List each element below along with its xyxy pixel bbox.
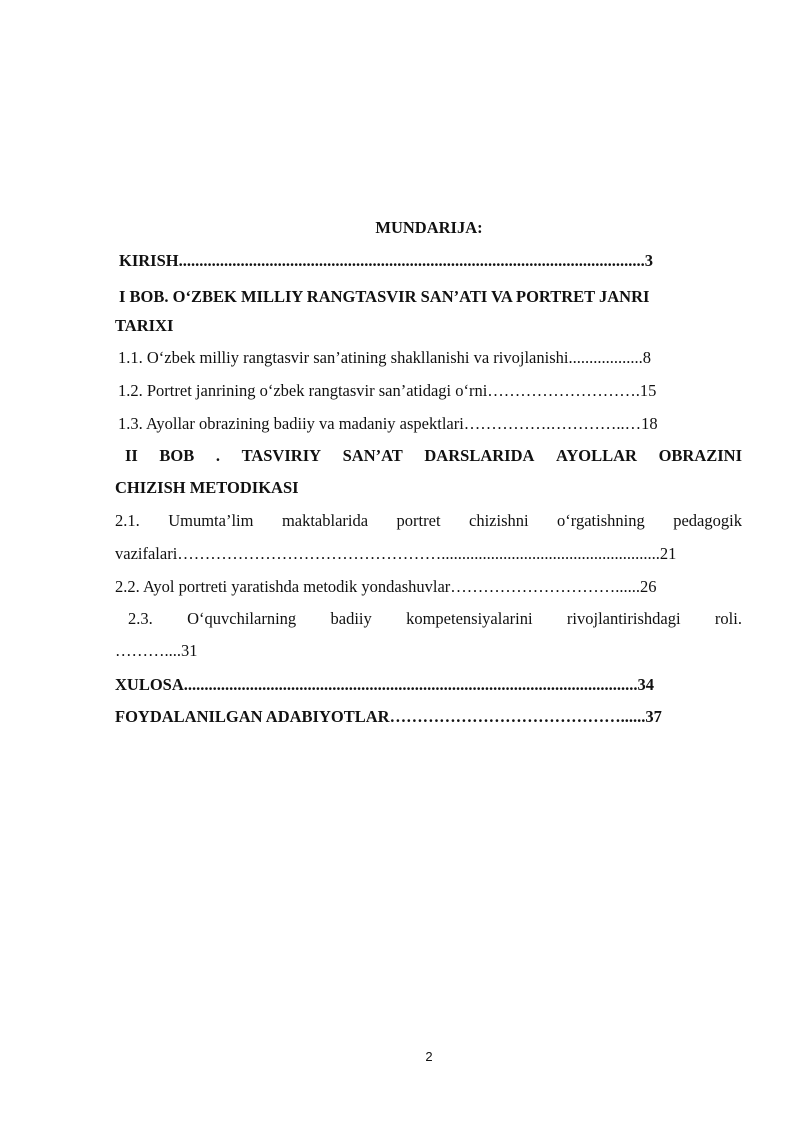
toc-entry-2-3-cont: ………....31 [115, 641, 198, 660]
toc-word: OBRAZINI [658, 446, 742, 465]
toc-word: O‘quvchilarning [187, 609, 297, 628]
toc-word: BOB [159, 446, 195, 465]
toc-word: . [215, 446, 220, 465]
toc-word: DARSLARIDA [424, 446, 535, 465]
toc-word: kompetensiyalarini [406, 609, 533, 628]
toc-entry-1-2: 1.2. Portret janrining o‘zbek rangtasvir san’atidagi o‘rni……………………….15 [118, 381, 657, 400]
toc-chapter-2-heading [125, 445, 742, 467]
toc-word: chizishni [469, 511, 529, 530]
toc-entry-2-2: 2.2. Ayol portreti yaratishda metodik yondashuvlar…………………………......26 [115, 577, 657, 596]
toc-title: MUNDARIJA: [375, 218, 483, 237]
toc-word: SAN’AT [342, 446, 403, 465]
toc-entry-2-3 [128, 608, 742, 630]
toc-word: pedagogik [673, 511, 742, 530]
toc-chapter-1-heading: I BOB. O‘ZBEK MILLIY RANGTASVIR SAN’ATI VA PORTRET JANRI [119, 287, 650, 306]
toc-word: roli. [714, 609, 742, 628]
toc-word: rivojlantirishdagi [566, 609, 681, 628]
toc-word: portret [396, 511, 441, 530]
page-number: 2 [425, 1049, 433, 1064]
toc-entry-xulosa: XULOSA..............................................................................................................34 [115, 675, 655, 694]
toc-word: o‘rgatishning [557, 511, 645, 530]
toc-word: 2.1. [115, 511, 140, 530]
toc-entry-kirish: KIRISH.................................................................................................................3 [119, 251, 653, 270]
toc-word: 2.3. [128, 609, 153, 628]
toc-word: TASVIRIY [241, 446, 322, 465]
toc-word: II [125, 446, 138, 465]
toc-entry-2-1-cont: vazifalari………………………………………….....................................................21 [115, 544, 677, 563]
toc-entry-2-1 [115, 510, 742, 532]
toc-word: badiiy [330, 609, 372, 628]
toc-chapter-1-heading-cont: TARIXI [115, 316, 174, 335]
toc-word: Umumta’lim [168, 511, 254, 530]
toc-word: maktablarida [281, 511, 369, 530]
toc-entry-references: FOYDALANILGAN ADABIYOTLAR……………………………………......37 [115, 707, 662, 726]
toc-word: AYOLLAR [555, 446, 637, 465]
toc-entry-1-3: 1.3. Ayollar obrazining badiiy va madaniy aspektlari…………….…………..…18 [118, 414, 658, 433]
toc-chapter-2-heading-cont: CHIZISH METODIKASI [115, 478, 299, 497]
toc-entry-1-1: 1.1. O‘zbek milliy rangtasvir san’atining shakllanishi va rivojlanishi..................8 [118, 348, 651, 367]
